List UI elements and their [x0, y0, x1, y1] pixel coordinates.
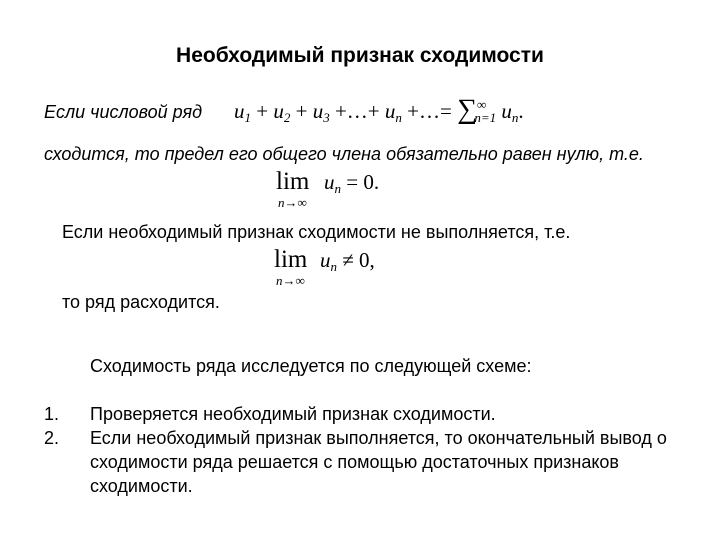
- steps-list: [44, 402, 690, 498]
- lim-subscript: n→∞: [276, 273, 305, 288]
- lim-label: lim: [276, 168, 310, 195]
- lim-label: lim: [274, 246, 308, 273]
- list-item-number: 1.: [44, 404, 60, 424]
- converges-text: сходится, то предел его общего члена обязательно равен нулю, т.е.: [44, 144, 644, 164]
- lim-expression: $u_n = 0$.: [324, 170, 380, 196]
- page-title: Необходимый признак сходимости: [176, 44, 544, 67]
- diverges-text: то ряд расходится.: [62, 292, 220, 312]
- sigma-symbol: ∑: [457, 94, 478, 125]
- intro-text: Если числовой ряд: [44, 102, 203, 122]
- not-satisfied-text: Если необходимый признак сходимости не выполняется, т.е.: [62, 222, 571, 242]
- lim-expression: $u_n \ne 0$,: [320, 248, 375, 274]
- list-item-text: Проверяется необходимый признак сходимости.: [90, 404, 496, 424]
- scheme-text: Сходимость ряда исследуется по следующей схеме:: [90, 356, 532, 376]
- lim-subscript: n→∞: [278, 195, 307, 210]
- list-item-number: 2.: [44, 428, 60, 448]
- list-item: [44, 426, 690, 498]
- list-item: [44, 402, 690, 426]
- list-item-text: Если необходимый признак выполняется, то окончательный вывод о сходимости ряда решается с помощью достаточных признаков сходимости.: [90, 428, 667, 496]
- series-formula: $u_1 + u_2 + u_3$ +…+ $u_n$ +…= $\sum^\infty_{n=1}$ $u_n$.: [234, 94, 524, 125]
